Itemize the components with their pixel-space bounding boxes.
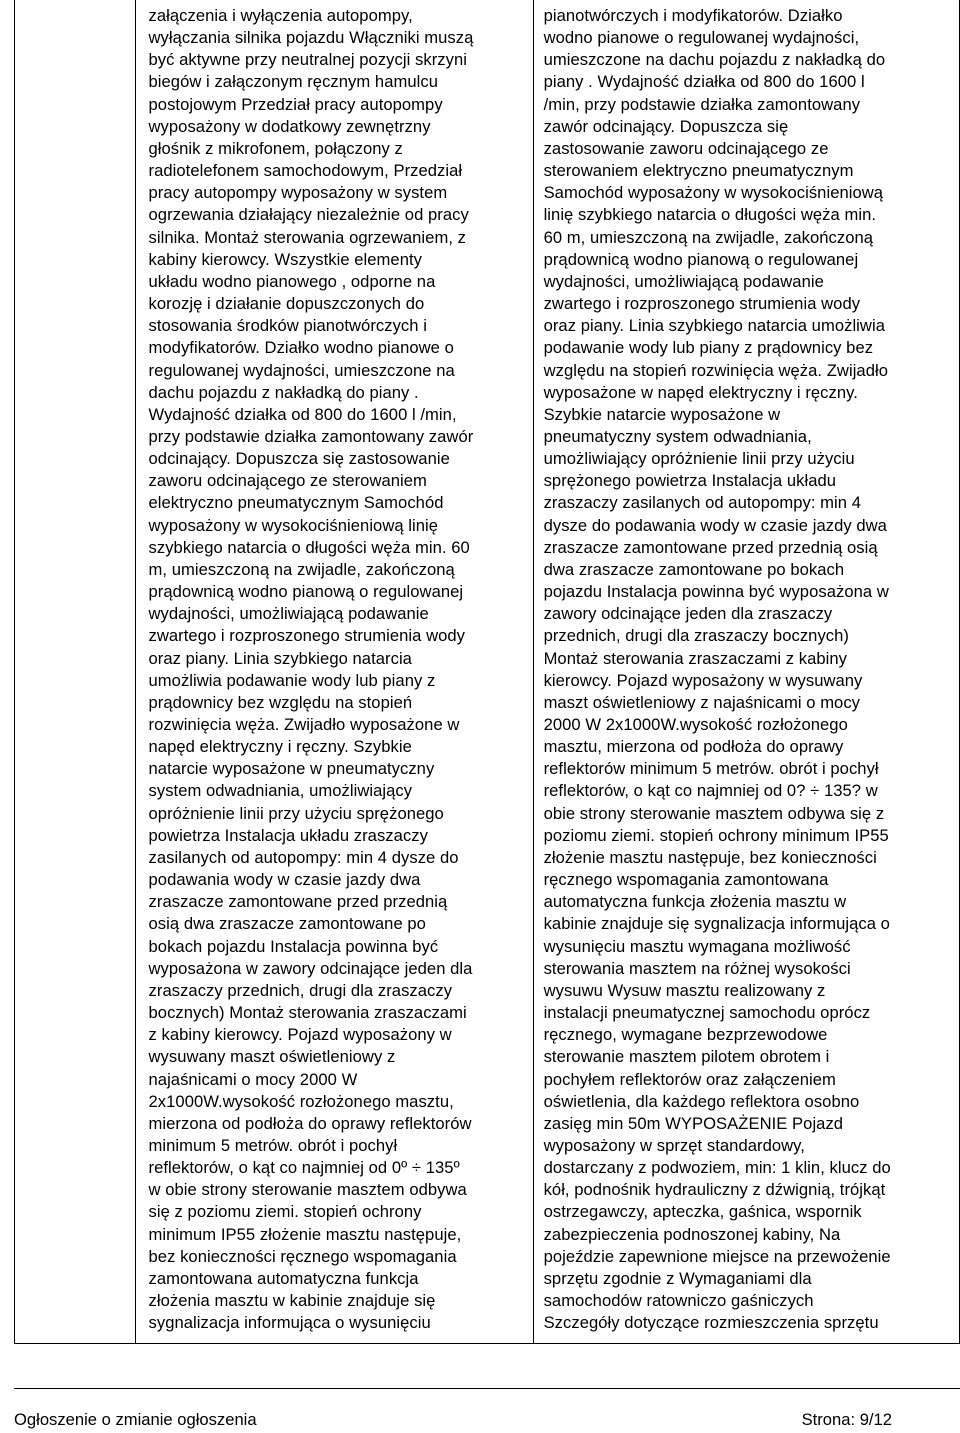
text-line: szybkiego natarcia o długości węża min. 60 (148, 537, 470, 557)
text-line: napęd elektryczny i ręczny. Szybkie (148, 737, 412, 757)
text-line: piany . Wydajność działka od 800 do 1600 l (543, 72, 865, 92)
text-line: 2000 W 2x1000W.wysokość rozłożonego (543, 715, 848, 734)
text-line: umożliwia podawanie wody lub piany z (148, 670, 436, 690)
text-line: się z poziomu ziemi. stopień ochrony (148, 1202, 422, 1222)
text-line: zasięg min 50m WYPOSAŻENIE Pojazd (543, 1113, 844, 1133)
text-line: silnika. Montaż sterowania ogrzewaniem, z (148, 227, 466, 247)
text-line: biegów i załączonym ręcznym hamulcu (148, 72, 439, 92)
text-line: bez konieczności ręcznego wspomagania (148, 1246, 457, 1266)
text-line: postojowym Przedział pracy autopompy (148, 94, 443, 114)
text-line: dysze do podawania wody w czasie jazdy dwa (543, 515, 887, 535)
text-line: pneumatyczny system odwadniania, (543, 426, 812, 446)
text-line: kabiny kierowcy. Wszystkie elementy (148, 249, 422, 269)
text-line: podawanie wody lub piany z prądownicy bez (543, 338, 874, 358)
text-line: wyposażony w dodatkowy zewnętrzny (148, 116, 431, 136)
page-number: Strona: 9/12 (801, 1410, 892, 1429)
footer-divider (14, 1388, 960, 1389)
text-line: ręcznego, wymagane bezprzewodowe (543, 1025, 828, 1045)
text-line: umieszczone na dachu pojazdu z nakładką do (543, 50, 886, 70)
text-line: m, umieszczoną na zwijadle, zakończoną (148, 559, 455, 579)
text-line: samochodów ratowniczo gaśniczych (543, 1291, 814, 1311)
text-line: dachu pojazdu z nakładką do piany . (148, 382, 419, 402)
text-line: układu wodno pianowego , odporne na (148, 271, 436, 291)
text-line: 2x1000W.wysokość rozłożonego masztu, (148, 1091, 454, 1111)
text-line: ogrzewania działający niezależnie od pracy (148, 205, 469, 225)
text-line: bokach pojazdu Instalacja powinna być (148, 936, 439, 956)
text-line: bocznych) Montaż sterowania zraszaczami (148, 1003, 467, 1023)
text-line: maszt oświetleniowy z najaśnicami o mocy (543, 692, 861, 712)
text-line: zawór odcinający. Dopuszcza się (543, 116, 789, 136)
text-line: natarcie wyposażone w pneumatyczny (148, 759, 435, 779)
text-line: reflektorów, o kąt co najmniej od 0? ÷ 135? w (543, 781, 878, 801)
left-column-text (136, 0, 533, 1334)
text-line: /min, przy podstawie działka zamontowany (543, 94, 861, 114)
text-line: przednich, drugi dla zraszaczy bocznych) (543, 626, 849, 646)
text-line: zaworu odcinającego ze sterowaniem (148, 471, 427, 491)
text-line: oraz piany. Linia szybkiego natarcia umożliwia (543, 316, 885, 336)
text-line: podawania wody w czasie jazdy dwa (148, 870, 421, 890)
text-line: pianotwórczych i modyfikatorów. Działko (543, 6, 843, 25)
text-line: Montaż sterowania zraszaczami z kabiny (543, 648, 848, 668)
text-line: pracy autopompy wyposażony w system (148, 183, 448, 203)
text-line: mierzona od podłoża do oprawy reflektorów (148, 1113, 472, 1133)
text-line: względu na stopień rozwinięcia węża. Zwijadło (543, 360, 889, 380)
text-line: reflektorów, o kąt co najmniej od 0º ÷ 135º (148, 1158, 460, 1178)
text-line: Szczegóły dotyczące rozmieszczenia sprzętu (543, 1313, 879, 1333)
text-line: przy podstawie działka zamontowany zawór (148, 426, 474, 446)
text-line: system odwadniania, umożliwiający (148, 781, 413, 801)
text-line: sterowaniem elektryczno pneumatycznym (543, 161, 854, 181)
text-line: odcinający. Dopuszcza się zastosowanie (148, 449, 450, 469)
text-line: zasilanych od autopompy: min 4 dysze do (148, 847, 459, 867)
text-line: pochyłem reflektorów oraz załączeniem (543, 1069, 836, 1089)
text-line: minimum 5 metrów. obrót i pochył (148, 1135, 398, 1155)
text-line: oraz piany. Linia szybkiego natarcia (148, 648, 412, 668)
text-line: zraszaczy zasilanych od autopompy: min 4 (543, 493, 861, 513)
text-line: wyposażony w wysokociśnieniową linię (148, 515, 439, 535)
text-line: Szybkie natarcie wyposażone w (543, 404, 781, 424)
text-line: z kabiny kierowcy. Pojazd wyposażony w (148, 1025, 452, 1045)
text-line: zabezpieczenia podnoszonej kabiny, Na (543, 1224, 841, 1244)
description-cell-right (533, 0, 959, 1344)
text-line: sprzętu zgodnie z Wymaganiami dla (543, 1268, 812, 1288)
text-line: zraszaczy przednich, drugi dla zraszaczy (148, 980, 453, 1000)
text-line: Wydajność działka od 800 do 1600 l /min, (148, 404, 457, 424)
text-line: dwa zraszacze zamontowane po bokach (543, 559, 845, 579)
text-line: złożenie masztu następuje, bez konieczności (543, 847, 877, 867)
text-line: wodno pianowe o regulowanej wydajności, (543, 28, 860, 48)
content-table (14, 0, 960, 1344)
text-line: zwartego i rozproszonego strumienia wody (148, 626, 466, 646)
text-line: zwartego i rozproszonego strumienia wody (543, 294, 861, 314)
text-line: automatyczna funkcja złożenia masztu w (543, 892, 847, 912)
text-line: ostrzegawczy, apteczka, gaśnica, wspornik (543, 1202, 862, 1222)
text-line: minimum IP55 złożenie masztu następuje, (148, 1224, 462, 1244)
text-line: poziomu ziemi. stopień ochrony minimum IP55 (543, 825, 889, 845)
empty-label-cell (15, 0, 136, 1344)
text-line: radiotelefonem samochodowym, Przedział (148, 161, 463, 181)
text-line: regulowanej wydajności, umieszczone na (148, 360, 455, 380)
text-line: kierowcy. Pojazd wyposażony w wysuwany (543, 670, 863, 690)
right-column-text (534, 0, 959, 1334)
text-line: powietrza Instalacja układu zraszaczy (148, 825, 428, 845)
text-line: załączenia i wyłączenia autopompy, (148, 6, 413, 25)
text-line: wyłączania silnika pojazdu Włączniki muszą (148, 28, 474, 48)
text-line: zraszacze zamontowane przed przednią (148, 892, 448, 912)
text-line: wyposażona w zawory odcinające jeden dla (148, 958, 473, 978)
text-line: pojeździe zapewnione miejsce na przewożenie (543, 1246, 891, 1266)
text-line: oświetlenia, dla każdego reflektora osobno (543, 1091, 860, 1111)
text-line: instalacji pneumatycznej samochodu oprócz (543, 1003, 871, 1023)
text-line: 60 m, umieszczoną na zwijadle, zakończoną (543, 227, 874, 247)
text-line: prądownicą wodno pianową o regulowanej (148, 582, 464, 602)
text-line: rozwinięcia węża. Zwijadło wyposażone w (148, 715, 460, 734)
text-line: w obie strony sterowanie masztem odbywa (148, 1180, 467, 1200)
text-line: reflektorów minimum 5 metrów. obrót i pochył (543, 759, 879, 779)
text-line: linię szybkiego natarcia o długości węża min. (543, 205, 877, 225)
text-line: kabinie znajduje się sygnalizacja informująca o (543, 914, 890, 934)
text-line: umożliwiający opróżnienie linii przy użyciu (543, 449, 855, 469)
text-line: sprężonego powietrza Instalacja układu (543, 471, 837, 491)
text-line: wyposażony w sprzęt standardowy, (543, 1135, 805, 1155)
text-line: wysunięciu masztu wymagana możliwość (543, 936, 851, 956)
text-line: stosowania środków pianotwórczych i (148, 316, 427, 336)
text-line: wydajności, umożliwiającą podawanie (543, 271, 824, 291)
text-line: najaśnicami o mocy 2000 W (148, 1069, 358, 1089)
description-cell-left (135, 0, 533, 1344)
text-line: wyposażone w napęd elektryczny i ręczny. (543, 382, 858, 402)
text-line: prądownicy bez względu na stopień (148, 692, 413, 712)
text-line: Samochód wyposażony w wysokociśnieniową (543, 183, 884, 203)
footer-title: Ogłoszenie o zmianie ogłoszenia (14, 1410, 257, 1429)
text-line: zamontowana automatyczna funkcja (148, 1268, 419, 1288)
text-line: pojazdu Instalacja powinna być wyposażona w (543, 582, 889, 602)
text-line: sterowanie masztem pilotem obrotem i (543, 1047, 830, 1067)
text-line: opróżnienie linii przy użyciu sprężonego (148, 803, 444, 823)
text-line: zawory odcinające jeden dla zraszaczy (543, 604, 833, 624)
text-line: kół, podnośnik hydrauliczny z dźwignią, trójkąt (543, 1180, 886, 1200)
text-line: wysuwany maszt oświetleniowy z (148, 1047, 396, 1067)
text-line: modyfikatorów. Działko wodno pianowe o (148, 338, 454, 358)
text-line: zraszacze zamontowane przed przednią osią (543, 537, 878, 557)
text-line: złożenia masztu w kabinie znajduje się (148, 1291, 436, 1311)
text-line: prądownicą wodno pianową o regulowanej (543, 249, 859, 269)
text-line: osią dwa zraszacze zamontowane po (148, 914, 426, 934)
table-row (15, 0, 960, 1344)
text-line: elektryczno pneumatycznym Samochód (148, 493, 444, 513)
text-line: zastosowanie zaworu odcinającego ze (543, 138, 829, 158)
text-line: wysuwu Wysuw masztu realizowany z (543, 980, 826, 1000)
text-line: sygnalizacja informująca o wysunięciu (148, 1313, 431, 1333)
text-line: sterowania masztem na różnej wysokości (543, 958, 851, 978)
text-line: głośnik z mikrofonem, połączony z (148, 138, 403, 158)
text-line: obie strony sterowanie masztem odbywa się z (543, 803, 885, 823)
text-line: korozję i działanie dopuszczonych do (148, 294, 425, 314)
text-line: ręcznego wspomagania zamontowana (543, 870, 829, 890)
text-line: być aktywne przy neutralnej pozycji skrzyni (148, 50, 467, 70)
text-line: wydajności, umożliwiającą podawanie (148, 604, 429, 624)
text-line: dostarczany z podwoziem, min: 1 klin, klucz do (543, 1158, 891, 1178)
text-line: masztu, mierzona od podłoża do oprawy (543, 737, 844, 757)
